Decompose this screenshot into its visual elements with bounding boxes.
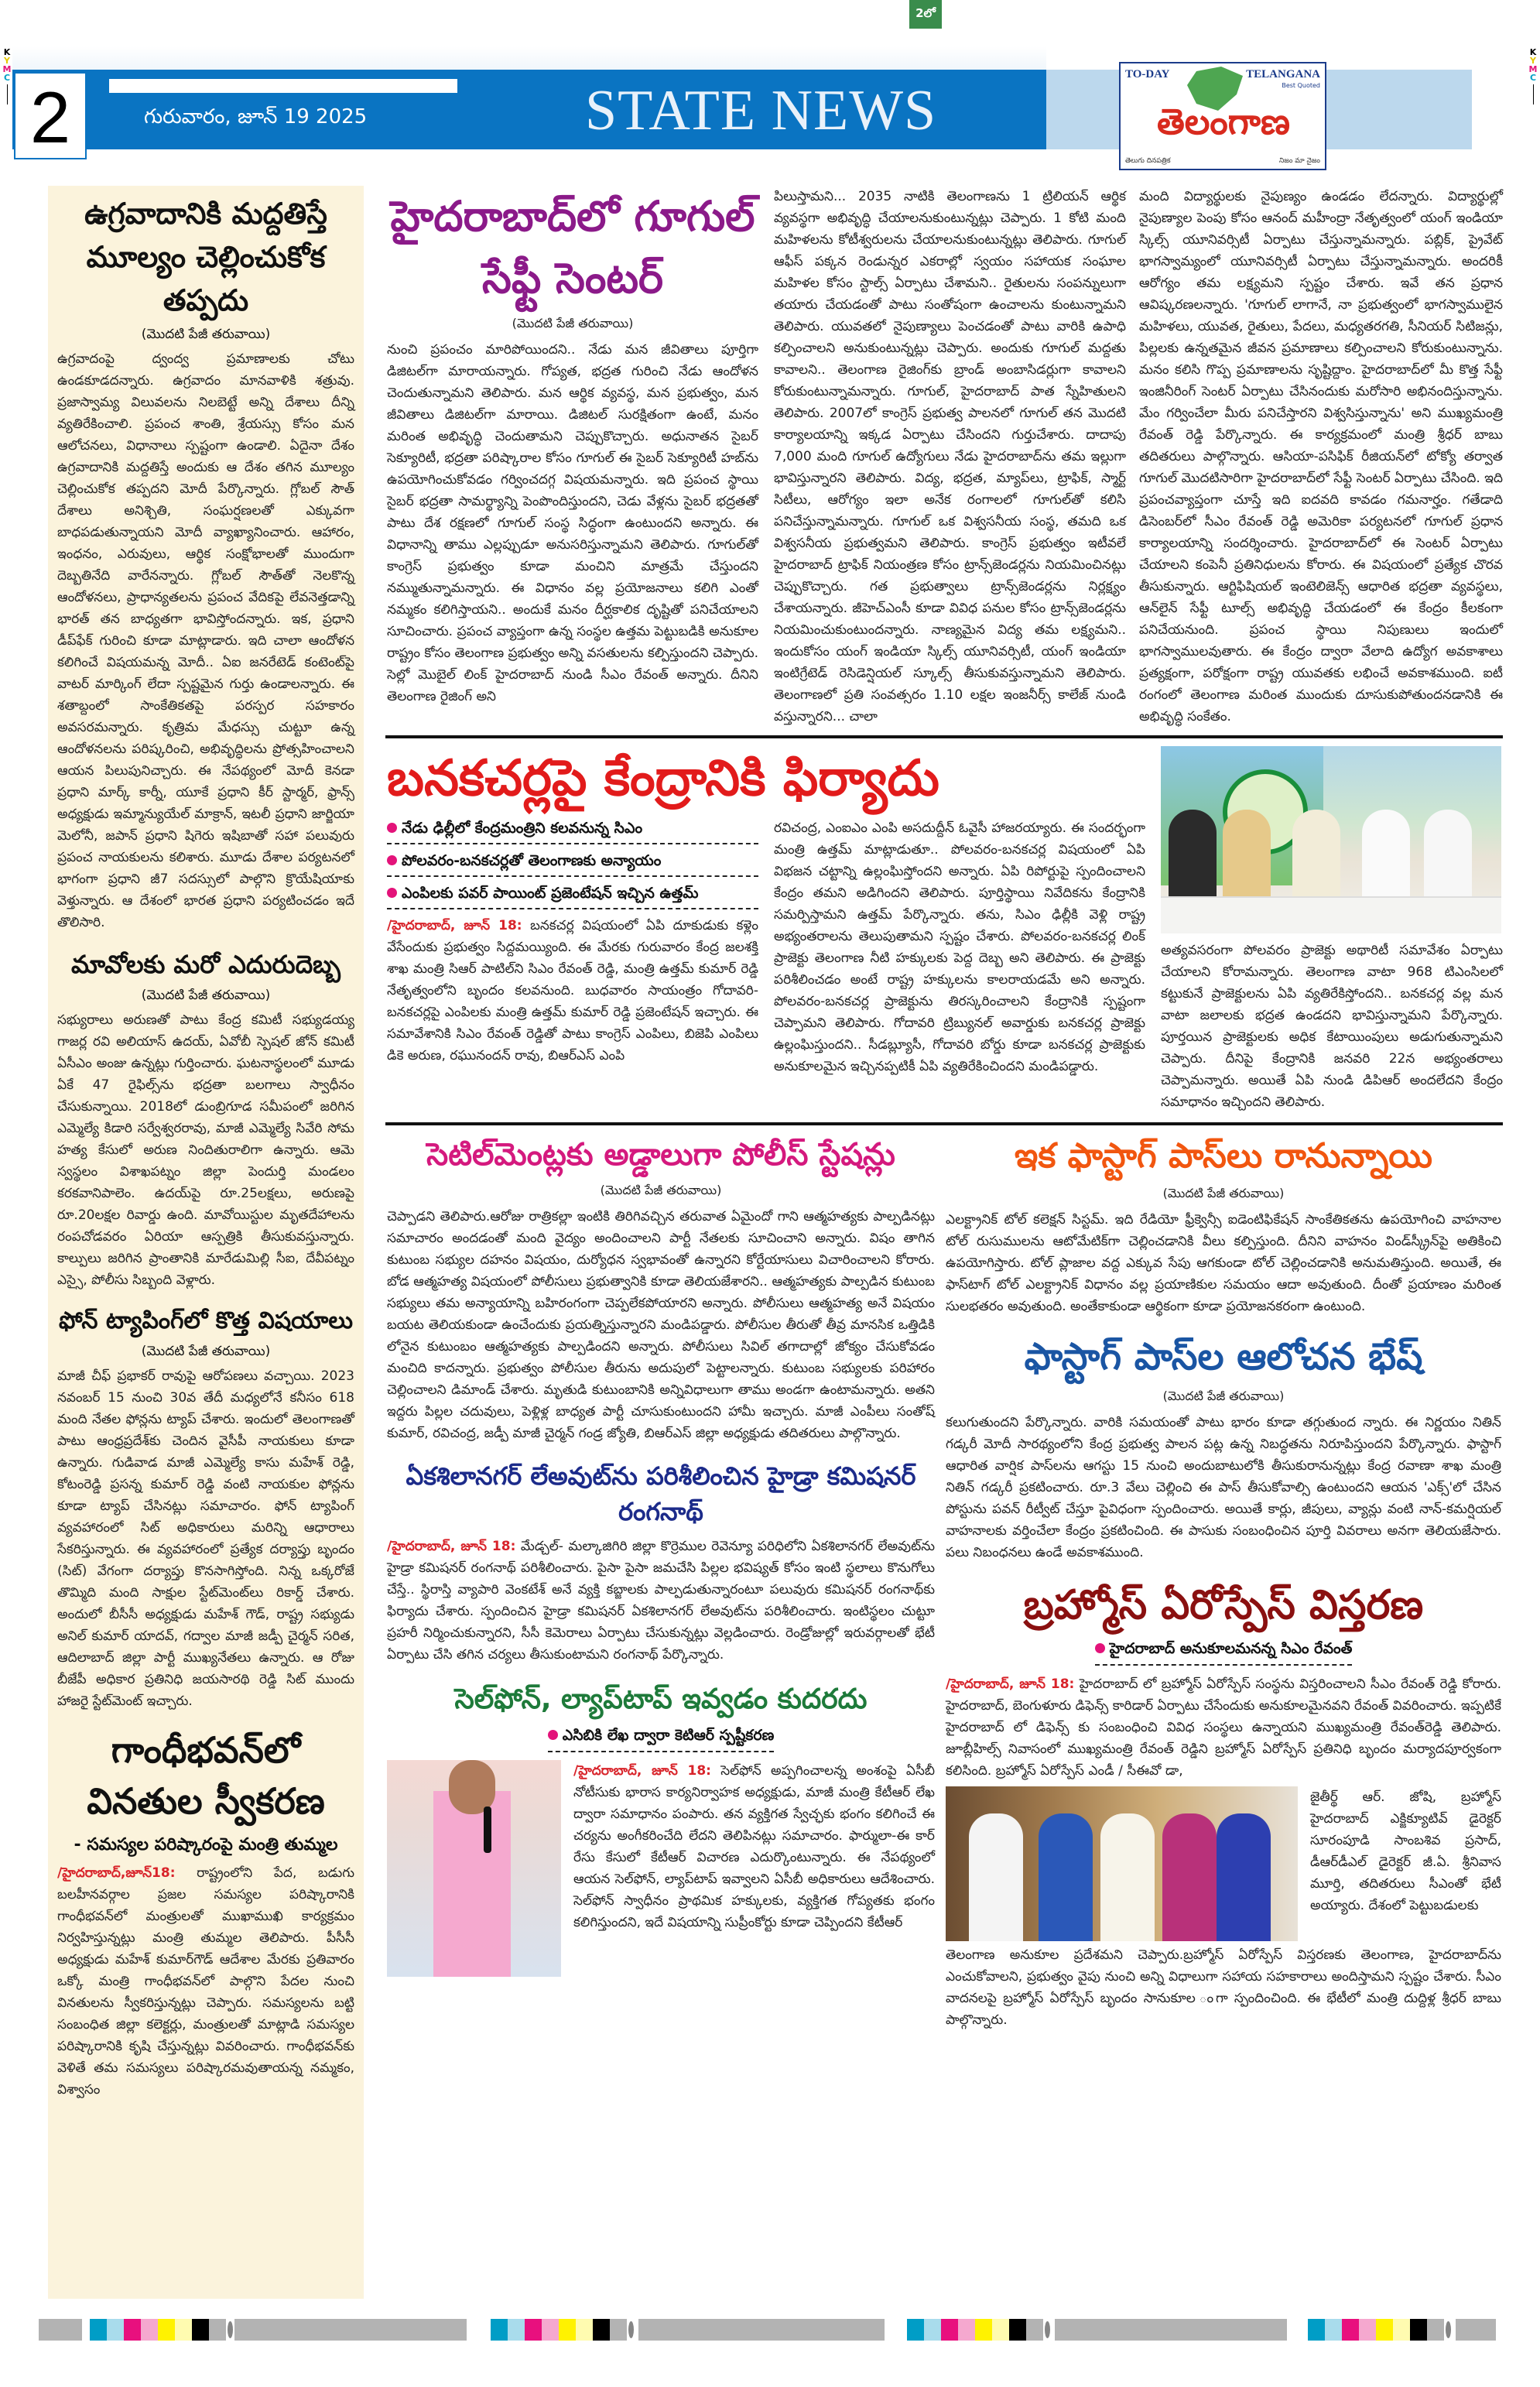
banaka-col-2	[774, 817, 1145, 1077]
fastag-pass-headline: ఫాస్టాగ్ పాస్‌ల ఆలోచన భేష్	[1024, 1335, 1423, 1378]
section-title: STATE NEWS	[585, 79, 937, 142]
article-body: /హైదరాబాద్, జూన్ 18: సెల్‌ఫోన్ అప్పగించాలన్న అంశంపై ఏసీబీ నోటీసుకు భారాస కార్యనిర్వాహక అధ్యక్షుడు, మాజీ మంత్రి కేటీఆర్ లేఖ ద్వారా సమాధానం పంపారు. తన వ్యక్తిగత స్వేచ్ఛకు భంగం కలిగించే ఈ చర్యను అంగీకరించేది లేదని తెలిపినట్లు సమాచారం. ఫార్ములా-ఈ కార్ రేసు కేసులో కేటీఆర్ విచారణ ఎదుర్కొంటున్నారు. ఈ నేపథ్యంలో ఆయన సెల్‌ఫోన్, ల్యాప్‌టాప్ ఇవ్వాలని ఏసీబీ అధికారులు ఆదేశించారు. సెల్‌ఫోన్ స్వాధీనం ప్రాథమిక హక్కులకు, వ్యక్తిగత గోప్యతకు భంగం కలిగిస్తుందని, ఇదే విషయాన్ని సుప్రీంకోర్టు కూడా చెప్పిందని కేటీఆర్	[573, 1763, 936, 1930]
page-tag: 2లో	[909, 0, 942, 29]
print-color-bar	[39, 2319, 467, 2341]
article-text: రాష్ట్రంలోని పేద, బడుగు బలహీనవర్గాల ప్రజల సమస్యల పరిష్కారానికి గాంధీభవన్‌లో మంత్రులతో ముఖాముఖి కార్యక్రమం నిర్వహిస్తున్నట్లు మంత్రి తుమ్మల తెలిపారు. పీసీసీ అధ్యక్షుడు మహేశ్ కుమార్‌గౌడ్ ఆదేశాల మేరకు ప్రతివారం ఒక్కో మంత్రి గాంధీభవన్‌లో పాల్గొని పేదల నుంచి వినతులను స్వీకరిస్తున్నట్లు చెప్పారు. సమస్యలను బట్టి సంబంధిత జిల్లా కలెక్టర్లు, మంత్రులతో మాట్లాడి సమస్యల పరిష్కారానికి కృషి చేస్తున్నట్లు వివరించారు. గాంధీభవన్‌కు వెళితే తమ సమస్యలు పరిష్కారమవుతాయన్న నమ్మకం, విశ్వాసం	[57, 1865, 354, 2098]
continued-note: (మొదటి పేజీ తరువాయి)	[600, 1183, 722, 1197]
bullet-dot-icon	[387, 888, 397, 898]
continued-note: (మొదటి పేజీ తరువాయి)	[141, 988, 271, 1003]
print-color-bar	[1308, 2319, 1496, 2341]
photo-person	[1424, 810, 1472, 902]
headline: మావోలకు మరో ఎదురుదెబ్బ	[70, 950, 341, 979]
article-body: మంది విద్యార్థులకు నైపుణ్యం ఉండడం లేదన్నారు. విద్యార్థుల్లో నైపుణ్యాల పెంపు కోసం ఆనంద్ మహీంద్రా నేతృత్వంలో యంగ్ ఇండియా స్కిల్స్ యూనివర్సిటీ ఏర్పాటు చేస్తున్నామన్నారు. పబ్లిక్, ప్రైవేట్ భాగస్వామ్యంలో యూనివర్సిటీ ఏర్పాటు చేస్తున్నామన్నారు. అందరికీ ఆరోగ్యం తమ లక్ష్యమని స్పష్టం చేశారు. ఇవే తన ప్రధాన ఆవిష్కరణలన్నారు. 'గూగుల్ లాగానే, నా ప్రభుత్వంలో భాగస్వాములైన మహిళలు, యువత, రైతులు, పేదలు, మధ్యతరగతి, సీనియర్ సిటిజన్లు, పిల్లలకు ఉన్నతమైన జీవన ప్రమాణాలు కల్పించాలని కోరుకుంటున్నాను. మనం కలిసి గొప్ప ప్రమాణాలను సృష్టిద్దాం. హైదరాబాద్‌లో మీ కొత్త సేఫ్టీ ఇంజినీరింగ్ సెంటర్ ఏర్పాటు చేసినందుకు మరోసారి అభినందిస్తున్నాను. మేం గర్వించేలా మీరు పనిచేస్తారని విశ్వసిస్తున్నాను' అని ముఖ్యమంత్రి రేవంత్ రెడ్డి పేర్కొన్నారు. ఈ కార్యక్రమంలో మంత్రి శ్రీధర్ బాబు తదితరులు పాల్గొన్నారు. ఆసియా-పసిఫిక్ రీజియన్‌లో టోక్యో తర్వాత గూగుల్ మొదటిసారిగా హైదరాబాద్‌లో సేఫ్టీ సెంటర్ ఏర్పాటు చేసింది. ఇది ప్రపంచవ్యాప్తంగా చూస్తే ఇది ఐదవది కావడం గమనార్హం. గతేడాది డిసెంబర్‌లో సీఎం రేవంత్ రెడ్డి అమెరికా పర్యటనలో గూగుల్ ప్రధాన కార్యాలయాన్ని సందర్శించారు. హైదరాబాద్‌లో ఈ సెంటర్ ఏర్పాటు చేయాలని కంపెనీ ప్రతినిధులను కోరారు. ఈ విషయంలో ప్రత్యేక చొరవ తీసుకున్నారు. ఆర్టిఫిషియల్ ఇంటెలిజెన్స్ ఆధారిత భద్రతా వ్యవస్థలు, ఆన్‌లైన్ సేఫ్టీ టూల్స్ అభివృద్ధి చేయడంలో ఈ కేంద్రం కీలకంగా పనిచేయనుంది. ప్రపంచ స్థాయి నిపుణులు ఇందులో భాగస్వాములవుతారు. ఈ కేంద్రం ద్వారా వేలాది ఉద్యోగ అవకాశాలు ప్రత్యక్షంగా, పరోక్షంగా రాష్ట్ర యువతకు లభించే అవకాశముంది. ఐటీ రంగంలో తెలంగాణ మరింత ముందుకు దూసుకుపోతుందనడానికి ఈ అభివృద్ధి సంకేతం.	[1139, 189, 1503, 724]
article-body: తెలంగాణ అనుకూల ప్రదేశమని చెప్పారు.బ్రహ్మోస్ ఏరోస్పేస్ విస్తరణకు తెలంగాణ, హైదరాబాద్‌ను ఎంచుకోవాలని, ప్రభుత్వం వైపు నుంచి అన్ని విధాలుగా సహాయ సహకారాలు అందిస్తామని స్పష్టం చేశారు. సీఎం వాదనలపై బ్రహ్మోస్ ఏరోస్పేస్ బృందం సానుకూల ంగా స్పందించింది. ఈ భేటీలో మంత్రి దుద్దిళ్ల శ్రీధర్ బాబు పాల్గొన్నారు.	[946, 1947, 1501, 2028]
dateline: /హైదరాబాద్, జూన్ 18:	[573, 1763, 711, 1779]
google-headline: హైదరాబాద్‌లో గూగుల్ సేఫ్టీ సెంటర్	[390, 192, 755, 303]
settlement-article	[387, 1133, 935, 1444]
print-color-bar	[491, 2319, 885, 2341]
divider-rule	[385, 735, 1503, 738]
continued-note: (మొదటి పేజీ తరువాయి)	[141, 327, 271, 342]
masthead-shade	[12, 46, 1046, 70]
bullet-dot-icon	[387, 823, 397, 833]
dateline: /హైదరాబాద్, జూన్ 18:	[387, 918, 522, 933]
article-gandhi-bhavan	[57, 1724, 354, 2101]
fastag-headline: ఇక ఫాస్టాగ్ పాస్‌లు రానున్నాయి	[1015, 1136, 1432, 1176]
headline: ఉగ్రవాదానికి మద్దతిస్తే మూల్యం చెల్లించుకోక తప్పదు	[84, 197, 327, 317]
article-body: /హైదరాబాద్, జూన్ 18: బనకచర్ల విషయంలో ఏపి దూకుడుకు కళ్లెం వేసేందుకు ప్రభుత్వం సిద్దమయ్యింది. ఈ మేరకు గురువారం కేంద్ర జలశక్తి శాఖ మంత్రి సిఆర్ పాటిల్‌ని సిఎం రేవంత్ రెడ్డి, మంత్రి ఉత్తమ్ కుమార్ రెడ్డి నేతృత్వంలోని బృందం కలవనుంది. బుధవారం సాయంత్రం గోదావరి-బనకచర్లపై ఎంపిలకు మంత్రి ఉత్తమ్ కుమార్ రెడ్డి ప్రజెంటేషన్ ఇచ్చారు. ఈ సమావేశానికి సిఎం రేవంత్ రెడ్డితో పాటు కాంగ్రెస్ ఎంపిలు, బిజెపి ఎంపిలు డికె అరుణ, రఘునందన్ రావు, బిఆర్ఎస్ ఎంపి	[387, 918, 759, 1063]
bullet-item: పోలవరం-బనకచర్లతో తెలంగాణకు అన్యాయం	[387, 850, 758, 877]
meeting-photo	[1161, 746, 1501, 933]
article-body: ఎలక్ట్రానిక్ టోల్ కలెక్షన్ సిస్టమ్. ఇది రేడియో ఫ్రీక్వెన్సీ ఐడెంటిఫికేషన్ సాంకేతికతను ఉపయోగించి వాహనాల టోల్ రుసుములను ఆటోమేటిక్‌గా చెల్లించడానికి వీలు కల్పిస్తుంది. దీనిని వాహనం విండ్‌స్క్రీన్‌పై అతికించి ఉపయోగిస్తారు. టోల్ ప్లాజాల వద్ద ఎక్కువ సేపు ఆగకుండా టోల్ చెల్లించడానికి అనుమతిస్తుంది. అయితే, ఈ ఫాస్‌టాగ్ టోల్ ఎలక్ట్రానిక్ విధానం వల్ల ప్రయాణికుల సమయం ఆదా అవుతుంది. దీంతో ప్రయాణం మరింత సులభతరం అవుతుంది. అంతేకాకుండా ఆర్థికంగా కూడా ప్రయోజనకరంగా ఉంటుంది.	[946, 1212, 1501, 1314]
article-body: కలుగుతుందని పేర్కొన్నారు. వారికి సమయంతో పాటు భారం కూడా తగ్గుతుంద న్నారు. ఈ నిర్ణయం నితిన్ గడ్కరీ మోదీ సారథ్యంలోని కేంద్ర ప్రభుత్వ పాలన పట్ల ఉన్న నిబద్ధతను నిరూపిస్తుందని పేర్కొన్నారు. ఫాస్టాగ్ ఆధారిత వార్షిక పాస్‌లను ఆగస్టు 15 నుంచి అందుబాటులోకి తీసుకురానున్నట్లు కేంద్ర రవాణా శాఖ మంత్రి నితిన్ గడ్కరీ ప్రకటించారు. రూ.3 వేలు చెల్లించి ఈ పాస్ తీసుకోవాల్సి ఉంటుందని ఆయన 'ఎక్స్'లో చేసిన పోస్టును పవన్ రీట్వీట్ చేస్తూ పైవిధంగా స్పందించారు. అయితే కార్లు, జీపులు, వ్యాన్లు వంటి నాన్-కమర్షియల్ వాహనాలకు వర్తించేలా కేంద్రం ప్రకటించింది. ఈ పాసుకు సంబంధించిన పూర్తి వివరాలు అనగా తెలియజేసారు. పలు నిబంధనలు ఉండే అవకాశముంది.	[946, 1415, 1501, 1560]
logo-tagline-right: నిజం మా నైజం	[1278, 157, 1320, 165]
cellphone-row	[387, 1760, 935, 1977]
article-body: నుంచి ప్రపంచం మారిపోయిందని.. నేడు మన జీవితాలు పూర్తిగా డిజిటల్‌గా మారాయన్నారు. గోప్యత, భద్రత గురించి నేడు ఆందోళన చెందుతున్నామని తెలిపారు. మన ఆర్థిక వ్యవస్థ, మన ప్రభుత్వం, మన జీవితాలు డిజిటల్‌గా మారాయి. డిజిటల్ సురక్షితంగా ఉంటే, మనం మరింత అభివృద్ధి చెందుతామని చెప్పుకొచ్చారు. అధునాతన సైబర్ సెక్యూరిటీ, భద్రతా పరిష్కారాల కోసం గూగుల్ ఈ సైబర్ సెక్యూరిటీ హబ్‌ను ఉపయోగించుకోవడం గర్వించదగ్గ విషయమన్నారు. ఇది ప్రపంచ స్థాయి సైబర్ భద్రతా సామర్థ్యాన్ని పెంపొందిస్తుందని, చెడు వేళ్లను సైబర్ భద్రతతో పాటు దేశ రక్షణలో గూగుల్ సంస్థ సిద్ధంగా ఉంటుందని అన్నారు. ఈ విధానాన్ని తాము ఎల్లప్పుడూ అనుసరిస్తున్నామని తెలిపారు. గూగుల్‌తో కాంగ్రెస్ ప్రభుత్వం కూడా మంచిని మాత్రమే చేస్తుందని నమ్ముతున్నామన్నారు. ఈ విధానం వల్ల ప్రయోజనాలు కలిగి ఎంతో నమ్మకం కలిగిస్తాయని.. అందుకే మనం దీర్ఘకాలిక దృష్టితో పనిచేయాలని సూచించారు. ప్రపంచ వ్యాప్తంగా ఉన్న సంస్థల ఉత్తమ పెట్టుబడికి అనుకూల రాష్ట్రం కోసం తెలంగాణ ప్రభుత్వం అన్ని వసతులను కల్పిస్తుందని చెప్పారు. సెల్లో మొబైల్ లింక్ హైదరాబాద్ నుండి సీఎం రేవంత్ అన్నారు. దీనిని తెలంగాణ రైజింగ్ అని	[387, 342, 759, 704]
photo-person	[969, 1813, 1023, 1941]
article-terrorism	[57, 192, 354, 933]
article-body: మాజీ చీఫ్ ప్రభాకర్ రావుపై ఆరోపణలు వచ్చాయి. 2023 నవంబర్ 15 నుంచి 30వ తేదీ మధ్యలోనే కనీసం 618 మంది నేతల ఫోన్లను ట్యాప్ చేశారు. ఇందులో తెలంగాణతో పాటు ఆంధ్రప్రదేశ్‌కు చెందిన వైసీపీ నాయకులు కూడా ఉన్నారు. గుడివాడ మాజీ ఎమ్మెల్యే కాసు మహేశ్ రెడ్డి, కోటంరెడ్డి ప్రసన్న కుమార్ రెడ్డి వంటి నాయకుల ఫోన్లను కూడా ట్యాప్ చేసినట్లు సమాచారం. ఫోన్ ట్యాపింగ్ వ్యవహారంలో సిట్ అధికారులు మరిన్ని ఆధారాలు సేకరిస్తున్నారు. ఈ వ్యవహారంలో ప్రత్యేక దర్యాప్తు బృందం (సిట్) వేగంగా దర్యాప్తు కొనసాగిస్తోంది. నిన్న ఒక్కరోజే తొమ్మిది మంది సాక్షుల స్టేట్‌మెంట్‌లు రికార్డ్ చేశారు. అందులో బీసీసీ అధ్యక్షుడు మహేశ్ గౌడ్, రాష్ట్ర సభ్యుడు అనిల్ కుమార్ యాదవ్, గద్వాల మాజీ జడ్పీ చైర్మన్ సరిత, ఆదిలాబాద్ జిల్లా పార్టీ ముఖ్యనేతలు ఉన్నారు. ఆ రోజు బీజేపీ అధికార ప్రతినిధి జయసారథి రెడ్డి సిట్ ముందు హాజరై స్టేట్‌మెంట్ ఇచ్చారు.	[57, 1368, 354, 1709]
settlement-headline: సెటిల్‌మెంట్లకు అడ్డాలుగా పోలీస్ స్టేషన్లు	[426, 1137, 895, 1173]
photo-person	[1039, 1813, 1093, 1941]
bullet-dot-icon	[1095, 1643, 1105, 1653]
article-phone-tapping	[57, 1303, 354, 1712]
article-body: ఉగ్రవాదంపై ద్వంద్వ ప్రమాణాలకు చోటు ఉండకూడదన్నారు. ఉగ్రవాదం మానవాళికి శత్రువు. ప్రజాస్వామ్య విలువలను నిలబెట్టే అన్ని దేశాలు దీన్ని వ్యతిరేకించాలి. ప్రపంచ శాంతి, శ్రేయస్సు కోసం మన ఆలోచనలు, విధానాలు స్పష్టంగా ఉండాలి. ఏదైనా దేశం ఉగ్రవాదానికి మద్దతిస్తే అందుకు ఆ దేశం తగిన మూల్యం చెల్లించుకోక తప్పదని మోదీ పేర్కొన్నారు. గ్లోబల్ సౌత్ దేశాలు అనిశ్చితి, సంఘర్షణలతో ఎక్కువగా బాధపడుతున్నాయని మోదీ వ్యాఖ్యానించారు. ఆహారం, ఇంధనం, ఎరువులు, ఆర్థిక సంక్షోభాలతో ముందుగా దెబ్బతినేది వారేనన్నారు. గ్లోబల్ సౌత్‌తో నెలకొన్న ఆందోళనలు, ప్రాధాన్యతలను ప్రపంచ వేదికపై లేవనెత్తడాన్ని భారత్ తన బాధ్యతగా భావిస్తోందన్నారు. ఇక, ప్రధాని డీప్‌ఫేక్ గురించి కూడా మాట్లాడారు. ఇది చాలా ఆందోళన కలిగించే విషయమన్న మోదీ.. ఏఐ జనరేటెడ్ కంటెంట్‌పై వాటర్ మార్కింగ్ లేదా స్పష్టమైన గుర్తు ఉండాలన్నారు. ఈ శతాబ్దంలో సాంకేతికతపై పరస్పర సహకారం అవసరమన్నారు. కృత్రిమ మేధస్సు చుట్టూ ఉన్న ఆందోళనలను పరిష్కరించి, అభివృద్ధిలను ప్రోత్సహించాలని ఆయన పిలుపునిచ్చారు. ఈ నేపథ్యంలో మోదీ కెనడా ప్రధాని మార్క్ కార్నీ, యూకే ప్రధాని కీర్ స్టార్మర్, ఫ్రాన్స్ అధ్యక్షుడు ఇమ్మాన్యుయేల్ మాక్రాన్, ఇటలీ ప్రధాని జార్జియా మెలోనీ, జపాన్ ప్రధాని షిగెరు ఇషిబాతో సహా పలువురు ప్రపంచ నాయకులను కలిశారు. మూడు దేశాల పర్యటనలో భాగంగా ప్రధాని జీ7 సదస్సులో పాల్గొని క్రొయేషియాకు వెళ్తున్నారు. ఆ దేశంలో భారత ప్రధాని పర్యటించడం ఇదే తొలిసారి.	[57, 351, 354, 930]
article-body	[57, 1862, 354, 2101]
middle-right-stack	[946, 1133, 1501, 2031]
cellphone-article	[387, 1680, 935, 1977]
registration-mark-right: K Y M C	[1528, 48, 1538, 118]
dateline: /హైదరాబాద్, జూన్ 18:	[387, 1539, 516, 1554]
fastag-pass-article	[946, 1331, 1501, 1563]
google-col-3	[1139, 186, 1503, 728]
brahmos-headline: బ్రహ్మోస్ ఏరోస్పేస్ విస్తరణ	[1023, 1582, 1424, 1628]
article-body: /హైదరాబాద్, జూన్ 18: హైదరాబాద్ లో బ్రహ్మోస్ ఏరోస్పేస్ సంస్థను విస్తరించాలని సీఎం రేవంత్ రెడ్డి కోరారు. హైదరాబాద్, బెంగుళూరు డిఫెన్స్ కారిడార్ ఏర్పాటు చేసేందుకు అనుకూలమైనవని రేవంత్ వివరించారు. ఇప్పటికే హైదరాబాద్ లో డిఫెన్స్ కు సంబంధించి వివిధ సంస్థలు ఉన్నాయని ముఖ్యమంత్రి రేవంత్‌రెడ్డి తెలిపారు. జూబ్లీహిల్స్ నివాసంలో ముఖ్యమంత్రి రేవంత్ రెడ్డిని బ్రహ్మోస్ ఏరోస్పేస్ ప్రతినిధి బృందం మర్యాదపూర్వకంగా కలిసింది. బ్రహ్మోస్ ఏరోస్పేస్ ఎండీ / సీఈవో డా,	[946, 1676, 1501, 1779]
photo-person	[1162, 1813, 1217, 1941]
brahmos-bullet: హైదరాబాద్ అనుకూలమనన్న సిఎం రేవంత్	[946, 1638, 1501, 1666]
banaka-headline: బనకచర్లపై కేంద్రానికి ఫిర్యాదు	[387, 750, 939, 807]
article-body: /హైదరాబాద్, జూన్ 18: మేడ్చల్- మల్కాజిగిరి జిల్లా కొర్రెముల రెవెన్యూ పరిధిలోని ఏకశిలానగర్ లేఅవుట్‌ను హైడ్రా కమిషనర్ రంగనాథ్ పరిశీలించారు. పైసా పైసా జమచేసి పిల్లల భవిష్యత్ కోసం ఇంటి స్థలాలు కొనుగోలు చేస్తే.. స్థిరాస్తి వ్యాపారి వెంకటేశ్ అనే వ్యక్తి కబ్జాలకు పాల్పడుతున్నారంటూ పలువురు కమిషనర్ రంగనాథ్‌కు ఫిర్యాదు చేశారు. స్పందించిన హైడ్రా కమిషనర్ ఏకశిలానగర్ లేఅవుట్‌ను పరిశీలించారు. ఇంటిస్థలం చుట్టూ ప్రహరీ నిర్మించుకున్నారని, సీసీ కెమెరాలు ఏర్పాటు చేసుకున్నట్లు వెల్లడించారు. రెండ్రోజుల్లో ఇరువర్గాలతో భేటీ ఏర్పాటు చేసి తగిన చర్యలు తీసుకుంటామని రంగనాథ్ పేర్కొన్నారు.	[387, 1539, 936, 1663]
dateline: /హైదరాబాద్,జూన్18:	[57, 1865, 176, 1881]
headline: ఫోన్ ట్యాపింగ్‌లో కొత్త విషయాలు	[58, 1307, 354, 1334]
continued-note: (మొదటి పేజీ తరువాయి)	[141, 1344, 271, 1359]
article-body: రవిచంద్ర, ఎంఐఎం ఎంపి అసదుద్దీన్ ఓవైసీ హాజరయ్యారు. ఈ సందర్భంగా మంత్రి ఉత్తమ్ మాట్లాడుతూ.. పోలవరం-బనకచర్ల విషయంలో ఏపి విభజన చట్టాన్ని ఉల్లంఘిస్తోందని అన్నారు. ఏపి రిపోర్టుపై స్పందించాలని కేంద్రం తమని అడిగిందని తెలిపారు. పూర్తిస్థాయి నివేదికను కేంద్రానికి సమర్పిస్తామని ఉత్తమ్ పేర్కొన్నారు. తను, సిఎం ఢిల్లీకి వెళ్లి రాష్ట్ర అభ్యంతరాలను తెలుపుతామని స్పష్టం చేశారు. పోలవరం-బనకచర్ల లింక్ ప్రాజెక్టు తెలంగాణ నీటి హక్కులకు పెద్ద దెబ్బ అని తెలిపారు. ఈ ప్రాజెక్టు పరిశీలించడం అంటే రాష్ట్ర హక్కులను కాలరాయడమే అని అన్నారు. పోలవరం-బనకచర్ల ప్రాజెక్టును తిరస్కరించాలని కేంద్రానికి స్పష్టంగా చెప్పామని తెలిపారు. గోదావరి ట్రిబ్యునల్ అవార్డుకు బనకచర్ల ప్రాజెక్టు ఉల్లంఘిస్తుందని.. సీడబ్ల్యూసీ, గోదావరి బోర్డు కూడా బనకచర్ల ప్రాజెక్టుకు అనుకూలమైన ఇచ్చినప్పటికీ ఏపి వ్యతిరేకించిందని మండిపడ్డారు.	[774, 820, 1145, 1074]
article-body: చెప్పాడని తెలిపారు.ఆరోజు రాత్రికల్లా ఇంటికి తిరిగివచ్చిన తరువాత ఏమైందో గాని ఆత్మహత్యకు పాల్పడినట్లు సమాచారం అందడంతో మంది వైద్యం అందించాలని పార్టీ నేతలకు సూచించాని అన్నారు. విషం తాగిన కుటుంబ సభ్యుల దహనం విషయం, దుర్యోధన స్వభావంతో ఉన్నారని కోర్టేయాసులు విచారించాలని కోరారు. బోడ ఆత్మహత్య విషయంలో పోలీసులు ప్రభుత్వానికి కూడా తెలియజేశారని.. ఆత్మహత్యకు పాల్పడిన కుటుంబ సభ్యులు తమ అన్యాయాన్ని బహిరంగంగా చెప్పలేకపోయారని అన్నారు. పోలీసులు ఆత్మహత్య అనే విషయం బయట తెలియకుండా ఉంచేందుకు ప్రయత్నిస్తున్నారని మండిపడ్డారు. పోలీసుల తీరుతో తీవ్ర మానసిక ఒత్తిడికి లోనైన కుటుంబం ఆత్మహత్యకు పాల్పడిందని అన్నారు. పోలీసులు సివిల్ తగాదాల్లో జోక్యం చేసుకోవడం మంచిది కాదన్నారు. ప్రభుత్వం పోలీసుల తీరును అదుపులో పెట్టాలన్నారు. కుటుంబ సభ్యులకు పరిహారం చెల్లించాలని డిమాండ్ చేశారు. మృతుడి కుటుంబానికి అన్నివిధాలుగా తాము అండగా ఉంటామన్నారు. అతని ఇద్దరు పిల్లల చదువులు, పెళ్లిళ్ల బాధ్యత పార్టీ చూసుకుంటుందని హామీ ఇచ్చారు. మాజీ ఎంపీలు సంతోష్ కుమార్, రవిచంద్ర, జడ్పీ మాజీ చైర్మన్ గండ్ర జ్యోతి, బిఆర్ఎస్ జిల్లా అధ్యక్షుడు తదితరులు పాల్గొన్నారు.	[387, 1209, 935, 1441]
article-body: జైతీర్థ్ ఆర్. జోషి, బ్రహ్మోస్ హైదరాబాద్ ఎక్జిక్యూటివ్ డైరెక్టర్ సూరంపూడి సాంబశివ ప్రసాద్, డీఆర్‌డీఎల్ డైరెక్టర్ జీ.ఏ. శ్రీనివాస మూర్తి, తదితరులు సీఎంతో భేటీ అయ్యారు. దేశంలో పెట్టుబడులకు	[1310, 1789, 1501, 1913]
banaka-col-3	[1161, 746, 1503, 1113]
ekashila-headline: ఏకశిలానగర్ లేఅవుట్‌ను పరిశీలించిన హైడ్రా కమిషనర్ రంగనాథ్	[406, 1461, 916, 1526]
page-number: 2	[14, 72, 87, 159]
brahmos-row	[946, 1786, 1501, 1941]
print-color-bar	[907, 2319, 1287, 2341]
cellphone-headline: సెల్‌ఫోన్, ల్యాప్‌టాప్ ఇవ్వడం కుదరదు	[454, 1683, 868, 1715]
article-maoists	[57, 946, 354, 1291]
left-column	[48, 186, 364, 2299]
bullet-dot-icon	[387, 855, 397, 865]
divider-rule	[385, 1122, 1503, 1125]
photo-person	[1217, 1813, 1271, 1941]
google-col-2	[774, 186, 1126, 728]
masthead	[12, 70, 1529, 170]
ekashila-article	[387, 1458, 935, 1666]
banaka-col-1	[387, 817, 758, 1067]
photo-person	[1292, 810, 1340, 902]
logo-tagline-left: తెలుగు దినపత్రిక	[1125, 157, 1171, 165]
dateline: /హైదరాబాద్, జూన్ 18:	[946, 1676, 1075, 1692]
date-strip	[109, 79, 457, 93]
logo-telangana: TELANGANA	[1246, 68, 1320, 80]
continued-note: (మొదటి పేజీ తరువాయి)	[1162, 1389, 1285, 1403]
continued-note: (మొదటి పేజీ తరువాయి)	[1162, 1186, 1285, 1200]
bullet-item: ఎంపిలకు పవర్ పాయింట్ ప్రజెంటేషన్ ఇచ్చిన ఉత్తమ్	[387, 882, 758, 909]
brahmos-photo	[946, 1786, 1298, 1941]
photo-table	[1161, 896, 1501, 933]
article-body: సభ్యురాలు అరుణతో పాటు కేంద్ర కమిటీ సభ్యుడయ్య గాజర్ల రవి అలియాస్ ఉదయ్, ఏవోబీ స్పెషల్ జోన్ కమిటీ ఏసీఎం అంజు ఉన్నట్లు గుర్తించారు. ఘటనాస్థలంలో మూడు ఏకే 47 రైఫిల్స్‌ను భద్రతా బలగాలు స్వాధీనం చేసుకున్నాయి. 2018లో డుంబ్రిగూడ సమీపంలో జరిగిన ఎమ్మెల్యే కిడారి సర్వేశ్వరరావు, మాజీ ఎమ్మెల్యే సివేరి సోమ హత్య కేసులో అరుణ నిందితురాలిగా ఉన్నారు. ఆమె స్వస్థలం విశాఖపట్నం జిల్లా పెందుర్తి మండలం కరకవానిపాలెం. ఉదయ్‌పై రూ.25లక్షలు, అరుణపై రూ.20లక్షల రివార్డు ఉంది. మావోయిస్టుల మృతదేహాలను రంపచోడవరం ఏరియా ఆస్పత్రికి తీసుకువస్తున్నారు. కాల్పులు జరిగిన ప్రాంతానికి మారేడుమిల్లి సీఐ, దేవీపట్నం ఎస్సై, పోలీసు సిబ్బంది వెళ్లారు.	[57, 1012, 354, 1288]
headline: గాంధీభవన్‌లో వినతుల స్వీకరణ	[87, 1729, 325, 1822]
continued-note: (మొదటి పేజీ తరువాయి)	[512, 316, 634, 330]
logo-today: TO-DAY	[1125, 68, 1170, 80]
article-body: పిలుస్తామని... 2035 నాటికి తెలంగాణను 1 ట్రిలియన్ ఆర్థిక వ్యవస్థగా అభివృద్ధి చేయాలనుకుంటున్నట్లు చెప్పారు. 1 కోటి మంది మహిళలను కోటీశ్వరులను చేయాలనుకుంటున్నట్లు తెలిపారు. గూగుల్ ఆఫీస్ పక్కన రెండున్నర ఎకరాల్లో స్వయం సహాయక సంఘాల మహిళల కోసం స్టాల్స్ ఏర్పాటు చేశామని.. రైతులను సంపన్నులుగా తయారు చేయడంతో పాటు సంతోషంగా ఉంచాలను కుంటున్నామని తెలిపారు. యువతలో నైపుణ్యాలు పెంచడంతో పాటు వారికి ఉపాధి కల్పించాలని అనుకుంటున్నట్లు చెప్పారు. అందుకు గూగుల్ మద్దతు కావాలని.. తెలంగాణ రైజింగ్‌కు బ్రాండ్ అంబాసిడర్లుగా కావాలని కోరుకుంటున్నామన్నారు. గూగుల్, హైదరాబాద్ పాత స్నేహితులని తెలిపారు. 2007లో కాంగ్రెస్ ప్రభుత్వ పాలనలో గూగుల్ తన మొదటి కార్యాలయాన్ని ఇక్కడ ఏర్పాటు చేసిందని గుర్తుచేశారు. దాదాపు 7,000 మంది గూగుల్ ఉద్యోగులు నేడు హైదరాబాద్‌ను తమ ఇల్లుగా భావిస్తున్నారని తెలిపారు. విద్య, భద్రత, మ్యాప్‌లు, ట్రాఫిక్, స్మార్ట్ సిటీలు, ఆరోగ్యం ఇలా అనేక రంగాలలో గూగుల్‌తో కలిసి పనిచేస్తున్నామన్నారు. గూగుల్ ఒక విశ్వసనీయ సంస్థ, తమది ఒక విశ్వసనీయ ప్రభుత్వమని తెలిపారు. కాంగ్రెస్ ప్రభుత్వం ఇటీవలే హైదరాబాద్ ట్రాఫిక్ నియంత్రణ కోసం ట్రాన్స్‌జెండర్లను నియమించినట్లు చెప్పుకొచ్చారు. గత ప్రభుత్వాలు ట్రాన్స్‌జెండర్లను నిర్లక్ష్యం చేశాయన్నారు. జీహెచ్ఎంసీ కూడా వివిధ పనుల కోసం ట్రాన్స్‌జెండర్లను నియమించుకుంటుందన్నారు. నాణ్యమైన విద్య తమ లక్ష్యమని.. ఇందుకోసం యంగ్ ఇండియా స్కిల్స్ యూనివర్సిటీ, యంగ్ ఇండియా ఇంటిగ్రేటెడ్ రెసిడెన్షియల్ స్కూల్స్ తీసుకువస్తున్నామని తెలిపారు. తెలంగాణలో ప్రతి సంవత్సరం 1.10 లక్షల ఇంజనీర్స్ కాలేజ్ నుండి వస్తున్నారని... చాలా	[774, 189, 1126, 724]
brahmos-article	[946, 1577, 1501, 2031]
ktr-photo	[387, 1760, 561, 1977]
microphone-icon	[484, 1807, 491, 1853]
bullet-list	[387, 817, 758, 909]
newspaper-logo	[1119, 62, 1326, 170]
photo-scarf	[433, 1791, 511, 1977]
photo-person	[1169, 810, 1217, 902]
subheadline: - సమస్యల పరిష్కారంపై మంత్రి తుమ్మల	[74, 1835, 338, 1854]
logo-brand: తెలంగాణ	[1156, 101, 1291, 142]
registration-mark-left: K Y M C	[2, 48, 12, 118]
photo-person	[1362, 810, 1410, 902]
logo-tagline-en: Best Quoted	[1282, 82, 1320, 89]
photo-person	[1100, 1813, 1155, 1941]
photo-person	[1223, 810, 1271, 902]
bullet-dot-icon	[548, 1730, 558, 1740]
issue-date: గురువారం, జూన్ 19 2025	[144, 105, 368, 128]
banaka-article	[387, 746, 1503, 1113]
middle-left-stack	[387, 1133, 935, 1977]
bullet-item: నేడు ఢిల్లీలో కేంద్రమంత్రిని కలవనున్న సిఎం	[387, 817, 758, 844]
fastag-article	[946, 1133, 1501, 1317]
banaka-columns	[387, 817, 1503, 1113]
cellphone-bullet: ఎసిబికి లేఖ ద్వారా కెటిఆర్ స్పష్టీకరణ	[387, 1724, 935, 1752]
google-col-1	[387, 186, 758, 707]
article-body: అత్యవసరంగా పోలవరం ప్రాజెక్టు అథారిటీ సమావేశం ఏర్పాటు చేయాలని కోరామన్నారు. తెలంగాణ వాటా 968 టిఎంసిలలో కట్టుకునే ప్రాజెక్టులను ఏపి వ్యతిరేకిస్తోందని.. బనకచర్ల వల్ల మన వాటా జలాలకు భద్రత ఉండదని భావిస్తున్నామని పేర్కొన్నారు. పూర్తయిన ప్రాజెక్టులకు అధిక కేటాయింపులు అడుగుతున్నామని చెప్పారు. దీనిపై కేంద్రానికి జనవరి 22న అభ్యంతరాలు చెప్పామన్నారు. అయితే ఏపి నుండి డిపిఆర్ అందలేదని కేంద్రం సమాధానం ఇచ్చిందని తెలిపారు.	[1161, 943, 1503, 1110]
